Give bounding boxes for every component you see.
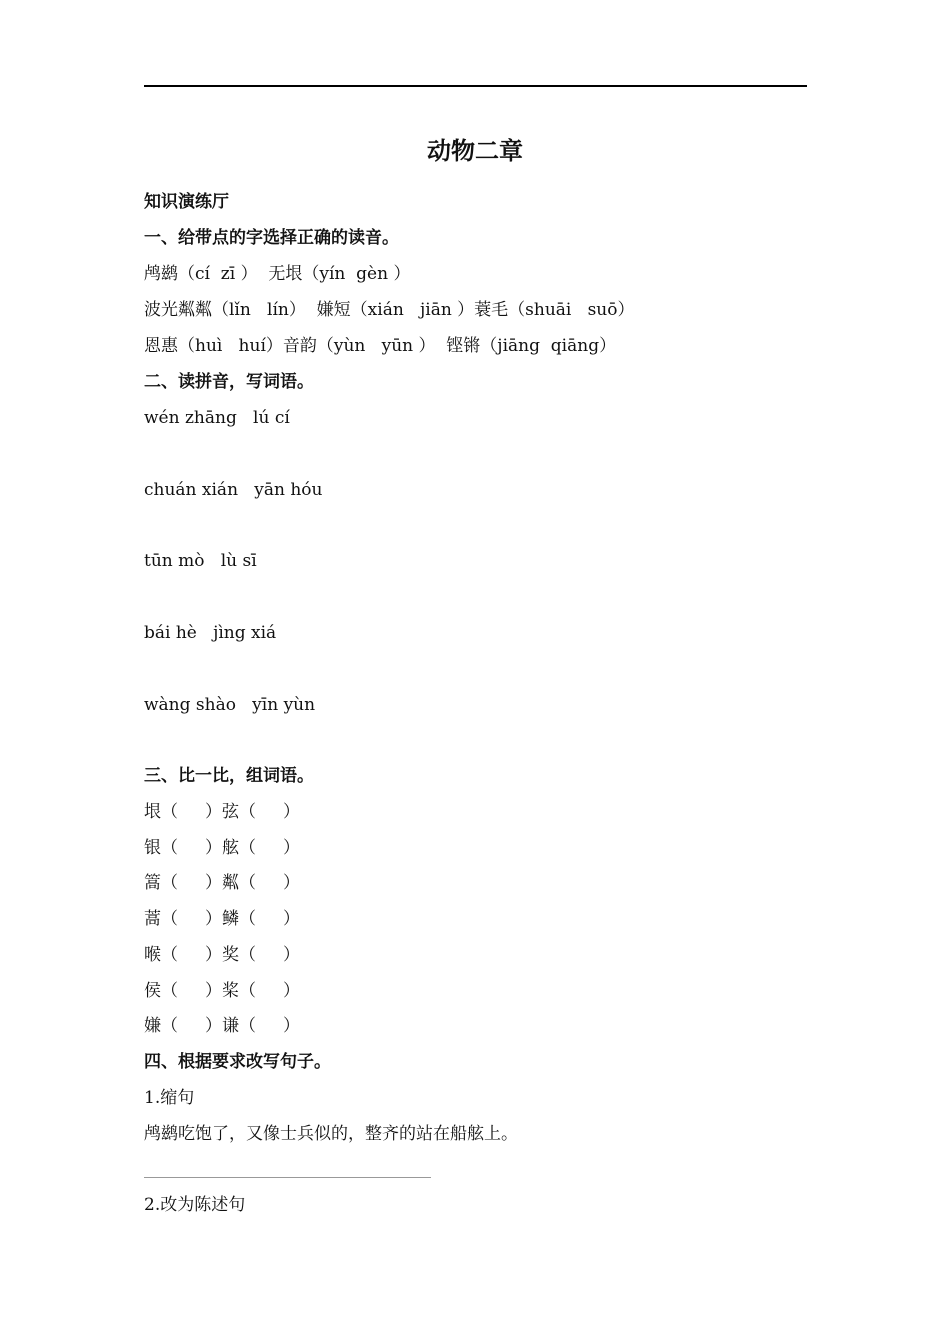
q2-pinyin-line: wàng shào yīn yùn (144, 695, 316, 715)
q3-compare-line: 篙（ ）粼（ ） (144, 873, 301, 893)
q2-pinyin-line: chuán xián yān hóu (144, 480, 323, 500)
page-title: 动物二章 (427, 137, 523, 165)
q2-pinyin-line: wén zhāng lú cí (144, 408, 290, 428)
q3-compare-line: 蒿（ ）鳞（ ） (144, 909, 301, 929)
q3-heading: 三、比一比，组词语。 (144, 766, 314, 786)
header-rule (144, 85, 807, 87)
q4-item2-label: 2.改为陈述句 (144, 1195, 246, 1215)
q3-compare-line: 嫌（ ）谦（ ） (144, 1016, 301, 1036)
q3-compare-line: 侯（ ）桨（ ） (144, 981, 301, 1001)
q3-compare-line: 银（ ）舷（ ） (144, 838, 301, 858)
q2-pinyin-line: tūn mò lù sī (144, 551, 257, 571)
q1-line: 鸬鹚（cí zī ） 无垠（yín gèn ） (144, 264, 411, 284)
q2-heading: 二、读拼音，写词语。 (144, 372, 314, 392)
q2-pinyin-line: bái hè jìng xiá (144, 623, 277, 643)
section-heading: 知识演练厅 (144, 192, 229, 212)
q3-compare-line: 垠（ ）弦（ ） (144, 802, 301, 822)
answer-line[interactable] (144, 1177, 431, 1178)
q4-item1-label: 1.缩句 (144, 1088, 195, 1108)
q3-compare-line: 喉（ ）奖（ ） (144, 945, 301, 965)
q1-line: 波光粼粼（lǐn lín） 嫌短（xián jiān ）蓑毛（shuāi suō） (144, 300, 635, 320)
q4-heading: 四、根据要求改写句子。 (144, 1052, 331, 1072)
q1-heading: 一、给带点的字选择正确的读音。 (144, 228, 399, 248)
q1-line: 恩惠（huì huí）音韵（yùn yūn ） 铿锵（jiāng qiāng） (144, 336, 617, 356)
q4-item1-sentence: 鸬鹚吃饱了，又像士兵似的，整齐的站在船舷上。 (144, 1124, 518, 1144)
